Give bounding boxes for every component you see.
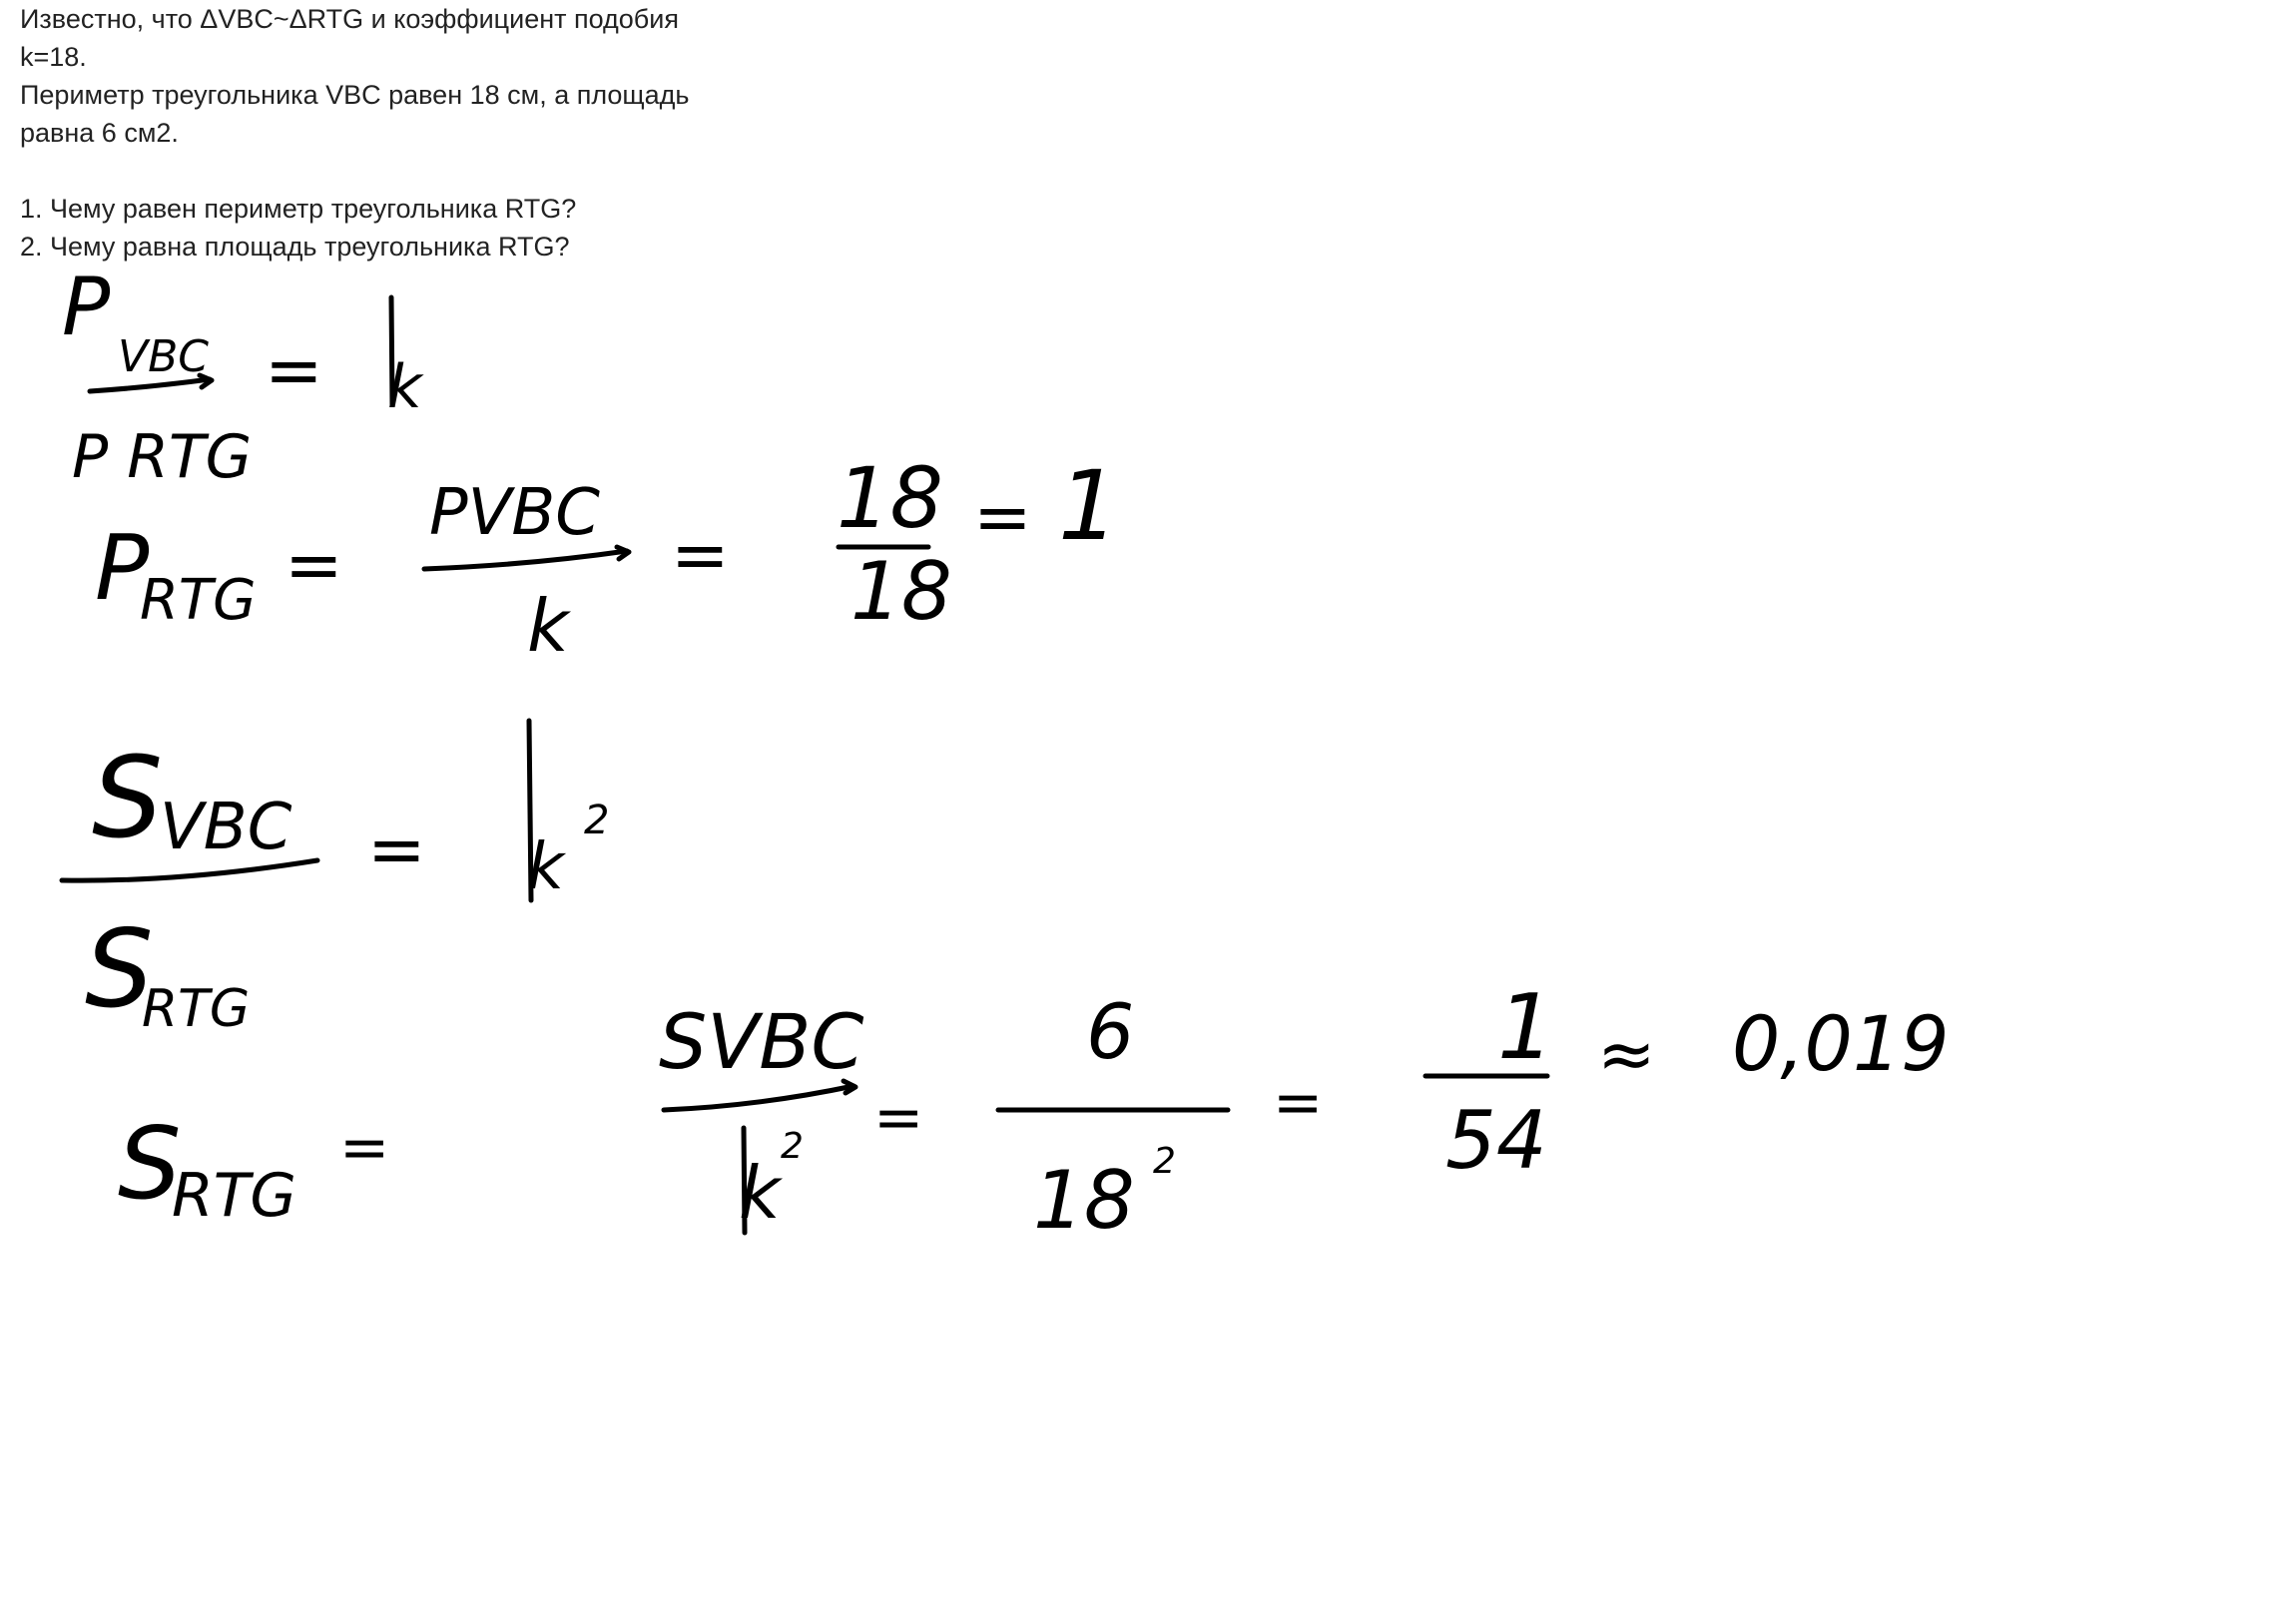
eq2-equals-3: = <box>973 476 1032 558</box>
eq3-equals: = <box>367 809 426 890</box>
question-1: 1. Чему равен периметр треугольника RTG? <box>20 194 577 224</box>
eq4-approx: ≈ <box>1597 1013 1656 1095</box>
eq2-equals-1: = <box>284 524 343 606</box>
eq4-equals-1: = <box>339 1113 390 1183</box>
eq3-rhs-exp: 2 <box>584 798 610 843</box>
eq4-lhs: S <box>118 1105 182 1222</box>
handwritten-eq-area-ratio <box>62 721 609 1039</box>
eq2-result: 1 <box>1058 450 1120 562</box>
eq1-rhs: k <box>387 352 422 422</box>
eq4-frac3-den: 54 <box>1445 1094 1547 1187</box>
eq4-frac2-num: 6 <box>1086 987 1135 1076</box>
eq3-numerator: S <box>92 734 164 863</box>
eq4-result: 0,019 <box>1732 999 1950 1088</box>
eq4-frac3-num: 1 <box>1497 975 1555 1080</box>
eq2-frac1-line <box>424 551 627 569</box>
eq4-frac2-den-exp: 2 <box>1153 1141 1176 1182</box>
problem-line-4: равна 6 см2. <box>20 118 179 148</box>
eq4-equals-3: = <box>1273 1068 1324 1138</box>
eq2-lhs: P <box>95 516 150 621</box>
eq3-rhs: k <box>527 830 565 904</box>
question-2: 2. Чему равна площадь треугольника RTG? <box>20 232 570 262</box>
eq2-frac1-den: k <box>527 584 569 668</box>
eq3-denominator-sub: RTG <box>142 979 251 1039</box>
eq2-lhs-sub: RTG <box>140 568 257 633</box>
eq4-frac1-den: k <box>739 1151 781 1235</box>
eq4-frac1-num: SVBC <box>659 997 864 1086</box>
problem-line-2: k=18. <box>20 42 87 72</box>
eq3-denominator: S <box>85 907 154 1032</box>
problem-line-1: Известно, что ΔVBC~ΔRTG и коэффициент подобия <box>20 4 679 34</box>
eq4-lhs-sub: RTG <box>172 1161 296 1231</box>
eq2-frac2-num: 18 <box>837 449 943 547</box>
eq4-frac1-den-exp: 2 <box>781 1126 804 1167</box>
problem-line-3: Периметр треугольника VBC равен 18 см, а площадь <box>20 80 690 110</box>
eq3-numerator-sub: VBC <box>160 791 292 864</box>
eq4-equals-2: = <box>873 1083 924 1153</box>
eq1-numerator: P <box>62 261 111 353</box>
eq1-numerator-sub: VBC <box>118 331 210 382</box>
handwritten-eq-perimeter-ratio <box>62 261 424 492</box>
eq2-frac2-den: 18 <box>851 545 952 638</box>
eq2-frac1-num: PVBC <box>429 476 600 550</box>
handwritten-eq-area-result <box>118 975 1950 1247</box>
eq1-equals: = <box>265 329 323 411</box>
eq4-frac2-den: 18 <box>1033 1154 1135 1247</box>
eq1-denominator: P RTG <box>72 422 253 492</box>
eq4-frac1-line <box>664 1086 853 1110</box>
eq2-equals-2: = <box>671 514 730 596</box>
